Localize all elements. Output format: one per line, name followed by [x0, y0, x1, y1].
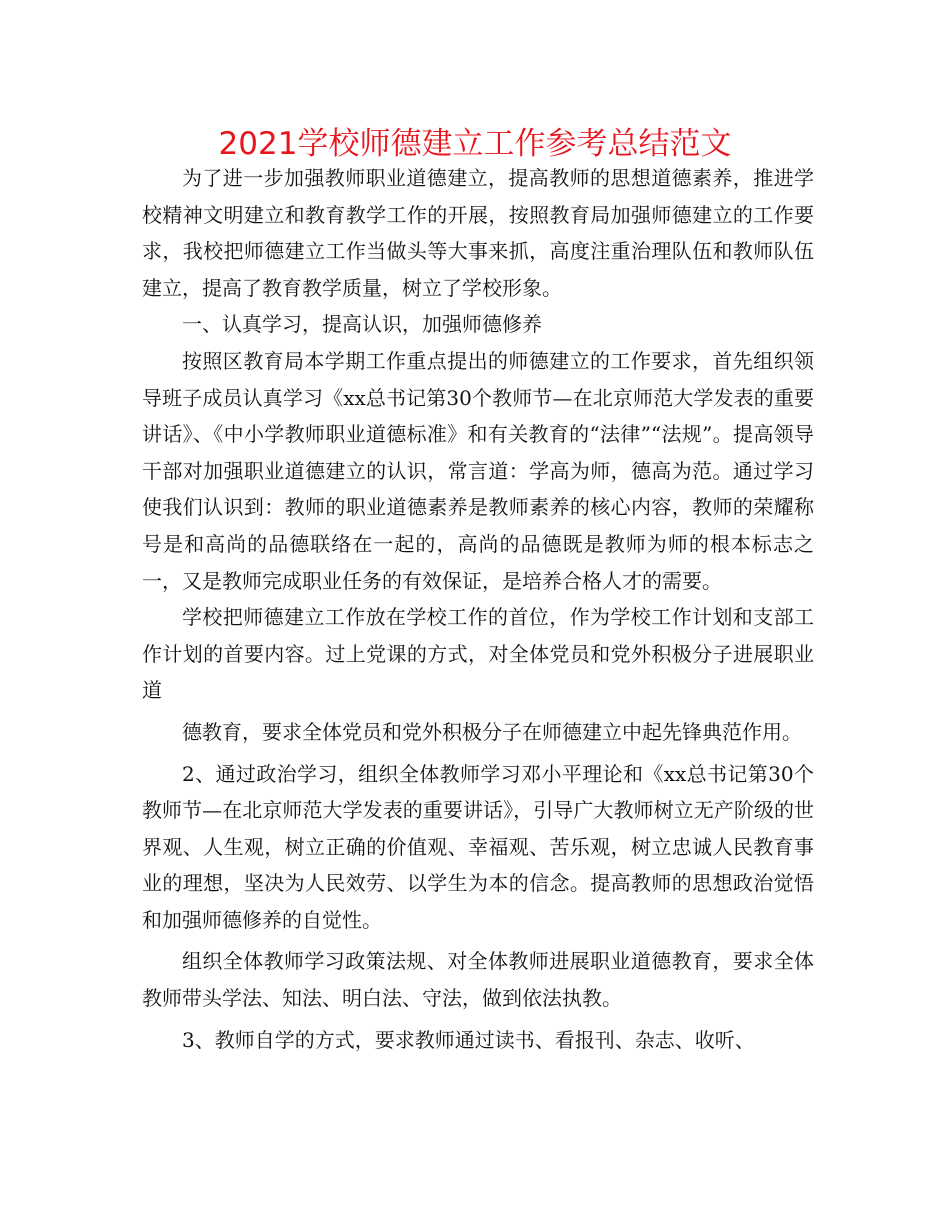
paragraph-education: 德教育，要求全体党员和党外积极分子在师德建立中起先锋典范作用。: [182, 719, 802, 744]
document-body: [142, 160, 814, 1058]
paragraph-law-study: 组织全体教师学习政策法规、对全体教师进展职业道德教育，要求全体教师带头学法、知法、明白法、守法，做到依法执教。: [142, 949, 814, 1011]
paragraph-self-study: 3、教师自学的方式，要求教师通过读书、看报刊、杂志、收听、: [182, 1027, 755, 1052]
paragraph-political-study: 2、通过政治学习，组织全体教师学习邓小平理论和《xx总书记第30个教师节—在北京师范大学发表的重要讲话》，引导广大教师树立无产阶级的世界观、人生观，树立正确的价值观、幸福观、苦乐观，树立忠诚人民教育事业的理想，坚决为人民效劳、以学生为本的信念。提高教师的思想政治觉悟和加强师德修养的自觉性。: [142, 761, 814, 932]
paragraph-priority: 学校把师德建立工作放在学校工作的首位，作为学校工作计划和支部工作计划的首要内容。过上党课的方式，对全体党员和党外积极分子进展职业道: [142, 605, 814, 703]
document-title: 2021学校师德建立工作参考总结范文: [218, 126, 732, 162]
paragraph-study: 按照区教育局本学期工作重点提出的师德建立的工作要求，首先组织领导班子成员认真学习《xx总书记第30个教师节—在北京师范大学发表的重要讲话》、《中小学教师职业道德标准》和有关教育的“法律”“法规”。提高领导干部对加强职业道德建立的认识，常言道：学高为师，德高为范。通过学习使我们认识到：教师的职业道德素养是教师素养的核心内容，教师的荣耀称号是和高尚的品德联络在一起的，高尚的品德既是教师为师的根本标志之一，又是教师完成职业任务的有效保证，是培养合格人才的需要。: [142, 348, 814, 593]
paragraph-intro: 为了进一步加强教师职业道德建立，提高教师的思想道德素养，推进学校精神文明建立和教育教学工作的开展，按照教育局加强师德建立的工作要求，我校把师德建立工作当做头等大事来抓，高度注重治理队伍和教师队伍建立，提高了教育教学质量，树立了学校形象。: [142, 166, 814, 300]
section-heading-1: 一、认真学习，提高认识，加强师德修养: [182, 312, 542, 337]
